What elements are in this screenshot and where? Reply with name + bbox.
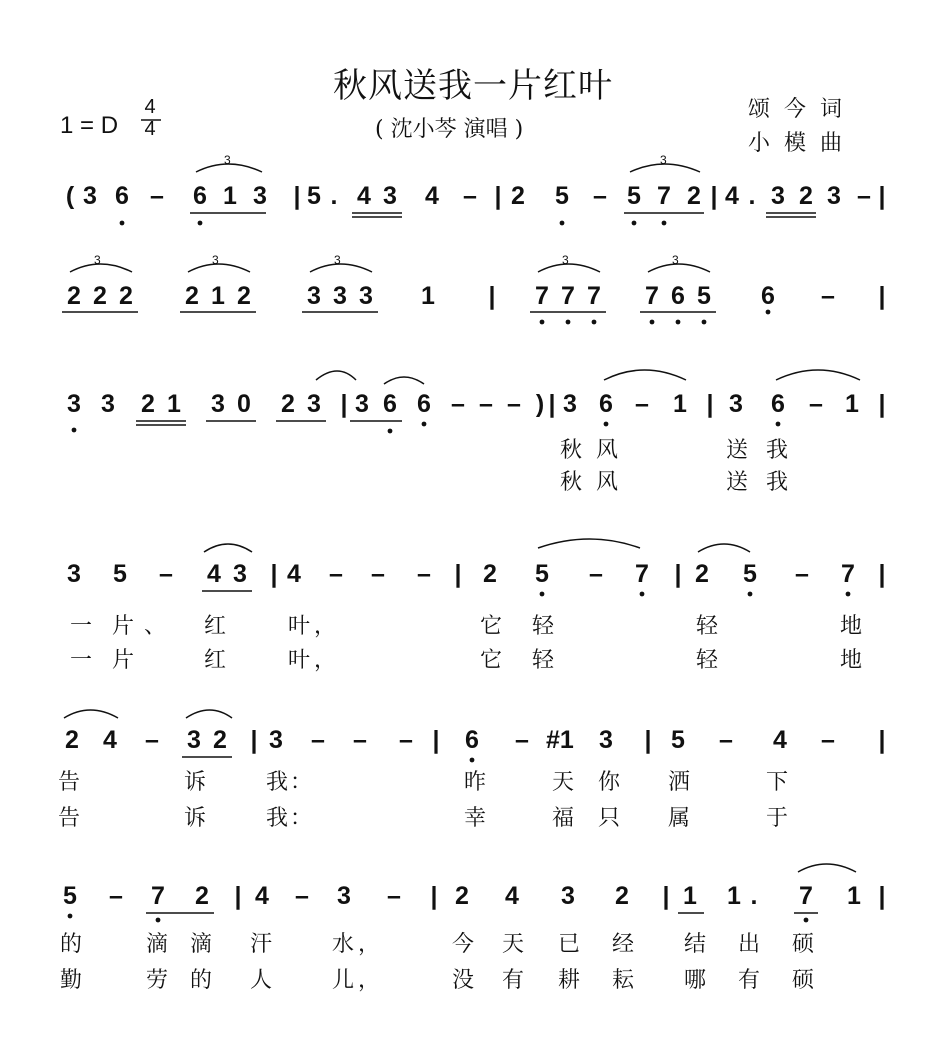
note: 6 — [417, 390, 431, 418]
lyric-line-6a — [0, 930, 946, 964]
score-line-5 — [0, 722, 946, 770]
note: 2 — [237, 282, 251, 310]
dash: – — [479, 390, 493, 418]
lyric-char: 昨 — [463, 770, 486, 795]
lyric-char: 的 — [189, 968, 212, 993]
note: 2 — [799, 182, 813, 210]
lyric-char: 于 — [765, 806, 788, 831]
note: 7 — [587, 282, 601, 310]
lyric-char: 秋 — [559, 470, 582, 495]
barline: | — [250, 726, 258, 754]
tie — [316, 371, 356, 380]
dash: – — [451, 390, 465, 418]
slur — [538, 539, 640, 548]
note: 2 — [695, 560, 709, 588]
lyric-line-4a — [0, 612, 946, 646]
note: 4 — [103, 726, 117, 754]
note: 7 — [635, 560, 649, 588]
lyric-char: 出 — [737, 932, 760, 957]
note: 7 — [799, 882, 813, 910]
note: 1 — [845, 390, 859, 418]
note: 5 — [555, 182, 569, 210]
note: 2 — [141, 390, 155, 418]
lyric-char: 的 — [59, 932, 82, 957]
note: 2 — [615, 882, 629, 910]
lyric-char: 耘 — [611, 968, 634, 993]
note: 1 — [683, 882, 697, 910]
note: 2 — [65, 726, 79, 754]
dash: – — [635, 390, 649, 418]
note: 3 — [211, 390, 225, 418]
note: 4 — [255, 882, 269, 910]
triplet-label: 3 — [672, 253, 679, 267]
barline: | — [878, 282, 886, 310]
dash: – — [353, 726, 367, 754]
note: 4 — [505, 882, 519, 910]
key-signature: 1 = D — [60, 112, 119, 139]
lyric-char: 我 — [765, 438, 788, 463]
lyric-char: 、 — [143, 614, 166, 639]
note: 2 — [93, 282, 107, 310]
lyric-line-3b — [0, 468, 946, 502]
lyric-char: 送 — [725, 470, 748, 495]
lyric-char: 轻 — [695, 648, 718, 673]
note: 2 — [67, 282, 81, 310]
lyric-char: 结 — [683, 932, 706, 957]
note: 6 — [465, 726, 479, 754]
score-line-6 — [0, 878, 946, 926]
time-signature-bottom: 4 — [144, 118, 156, 140]
note: #1 — [546, 726, 574, 754]
lyric-char: ： — [289, 806, 312, 831]
dash: – — [795, 560, 809, 588]
note: 7 — [535, 282, 549, 310]
barline: | — [293, 182, 301, 210]
lyric-char: 秋 — [559, 438, 582, 463]
note: 5 — [113, 560, 127, 588]
lyric-char: 人 — [249, 968, 272, 993]
score-line-1 — [0, 178, 946, 226]
note: 3 — [729, 390, 743, 418]
dash: – — [719, 726, 733, 754]
triplet-bracket — [188, 264, 250, 272]
note: 3 — [307, 390, 321, 418]
lyric-char: ： — [289, 770, 312, 795]
lyric-char: 有 — [737, 968, 760, 993]
note: 3 — [355, 390, 369, 418]
dash: – — [463, 182, 477, 210]
lyric-char: 勤 — [59, 968, 82, 993]
lyric-char: 轻 — [695, 614, 718, 639]
lyric-char: ， — [357, 932, 380, 957]
barline: | — [878, 882, 886, 910]
note: 3 — [359, 282, 373, 310]
lyric-line-6b — [0, 966, 946, 1000]
barline: | — [432, 726, 440, 754]
slur — [186, 710, 232, 718]
song-title: 秋风送我一片红叶 — [333, 66, 613, 106]
lyric-char: 诉 — [183, 806, 206, 831]
note: 5 — [671, 726, 685, 754]
lyric-char: 天 — [501, 932, 524, 957]
triplet-label: 3 — [94, 253, 101, 267]
triplet-label: 3 — [334, 253, 341, 267]
note: 3 — [67, 560, 81, 588]
dash: – — [515, 726, 529, 754]
note: 6 — [771, 390, 785, 418]
slur — [698, 544, 750, 552]
lyric-char: 洒 — [667, 770, 690, 795]
barline: | — [488, 282, 496, 310]
lyric-char: 哪 — [683, 968, 706, 993]
barline: | — [494, 182, 502, 210]
lyric-char: 硕 — [791, 932, 814, 957]
lyric-char: 耕 — [557, 968, 580, 993]
paren: ( — [65, 182, 75, 210]
lyric-line-4b — [0, 646, 946, 680]
lyric-char: 下 — [765, 770, 788, 795]
note: 1 — [421, 282, 435, 310]
slur — [384, 377, 424, 384]
triplet-bracket — [196, 164, 262, 172]
note: 2 — [195, 882, 209, 910]
lyric-char: 我 — [765, 470, 788, 495]
lyric-char: 一 — [69, 614, 92, 639]
note: 7 — [561, 282, 575, 310]
triplet-bracket — [70, 264, 132, 272]
lyric-char: 只 — [597, 806, 620, 831]
barline: | — [706, 390, 714, 418]
barline: | — [710, 182, 718, 210]
note: 2 — [213, 726, 227, 754]
note: 6 — [383, 390, 397, 418]
lyric-char: 它 — [479, 648, 502, 673]
note: 3 — [233, 560, 247, 588]
lyric-char: 属 — [667, 806, 690, 831]
note: 2 — [185, 282, 199, 310]
note: 3 — [101, 390, 115, 418]
note: 4 — [287, 560, 301, 588]
barline: | — [878, 726, 886, 754]
note: 3 — [561, 882, 575, 910]
slur — [204, 544, 252, 552]
lyric-char: 经 — [611, 932, 634, 957]
triplet-label: 3 — [660, 153, 667, 167]
lyric-line-5a — [0, 768, 946, 802]
barline: | — [270, 560, 278, 588]
barline: | — [430, 882, 438, 910]
note: 1 — [847, 882, 861, 910]
lyric-char: 儿 — [331, 968, 354, 993]
note: 2 — [511, 182, 525, 210]
lyric-char: 汗 — [249, 932, 272, 957]
lyric-char: 片 — [111, 648, 134, 673]
note: 5 — [535, 560, 549, 588]
triplet-label: 3 — [562, 253, 569, 267]
time-signature-top: 4 — [144, 96, 156, 118]
note: 3 — [187, 726, 201, 754]
dot: . — [750, 882, 758, 910]
lyric-char: 叶 — [287, 648, 310, 673]
note: 5 — [697, 282, 711, 310]
lyric-char: 硕 — [791, 968, 814, 993]
dash: – — [109, 882, 123, 910]
note: 3 — [269, 726, 283, 754]
barline: | — [548, 390, 556, 418]
lyric-char: 地 — [839, 648, 862, 673]
note: 5 — [63, 882, 77, 910]
score-line-2 — [0, 278, 946, 326]
lyric-char: 红 — [203, 648, 226, 673]
triplet-bracket — [648, 264, 710, 272]
note: 4 — [357, 182, 371, 210]
note: 4 — [207, 560, 221, 588]
lyric-char: 劳 — [145, 968, 168, 993]
note: 4 — [725, 182, 739, 210]
note: 7 — [657, 182, 671, 210]
note: 2 — [687, 182, 701, 210]
note: 3 — [337, 882, 351, 910]
lyric-char: ， — [357, 968, 380, 993]
barline: | — [454, 560, 462, 588]
note: 1 — [727, 882, 741, 910]
note: 6 — [671, 282, 685, 310]
score-line-4 — [0, 556, 946, 604]
triplet-bracket — [310, 264, 372, 272]
note: 3 — [307, 282, 321, 310]
dash: – — [399, 726, 413, 754]
lyric-char: 福 — [551, 806, 574, 831]
lyric-line-5b — [0, 804, 946, 838]
triplet-bracket — [630, 164, 700, 172]
lyric-char: 风 — [595, 438, 618, 463]
lyric-char: 告 — [57, 770, 80, 795]
barline: | — [234, 882, 242, 910]
slur — [776, 370, 860, 380]
dash: – — [589, 560, 603, 588]
note: 4 — [773, 726, 787, 754]
lyric-char: 风 — [595, 470, 618, 495]
note: 1 — [673, 390, 687, 418]
barline: | — [878, 560, 886, 588]
note: 3 — [83, 182, 97, 210]
triplet-label: 3 — [224, 153, 231, 167]
performer-credit: ( 沈小芩 演唱 ) — [375, 117, 524, 142]
note: 2 — [281, 390, 295, 418]
slur — [64, 710, 118, 718]
dash: – — [371, 560, 385, 588]
lyric-char: 送 — [725, 438, 748, 463]
note: 3 — [771, 182, 785, 210]
dash: – — [329, 560, 343, 588]
note: 6 — [761, 282, 775, 310]
barline: | — [340, 390, 348, 418]
dash: – — [311, 726, 325, 754]
note: 3 — [827, 182, 841, 210]
dash: – — [857, 182, 871, 210]
dash: – — [809, 390, 823, 418]
lyric-char: 没 — [451, 968, 474, 993]
note: 7 — [151, 882, 165, 910]
barline: | — [674, 560, 682, 588]
lyric-char: 我 — [265, 806, 288, 831]
slur — [798, 864, 856, 872]
note: 2 — [483, 560, 497, 588]
note: 5 — [307, 182, 321, 210]
lyric-char: 叶 — [287, 614, 310, 639]
lyric-char: 已 — [557, 932, 580, 957]
lyric-char: 轻 — [531, 614, 554, 639]
note: 4 — [425, 182, 439, 210]
lyric-char: 地 — [839, 614, 862, 639]
note: 2 — [455, 882, 469, 910]
note: 6 — [193, 182, 207, 210]
dash: – — [507, 390, 521, 418]
note: 1 — [211, 282, 225, 310]
note: 7 — [645, 282, 659, 310]
rest: 0 — [237, 390, 251, 418]
note: 5 — [743, 560, 757, 588]
lyric-char: 滴 — [145, 932, 168, 957]
paren: ) — [535, 390, 545, 418]
dash: – — [145, 726, 159, 754]
note: 6 — [599, 390, 613, 418]
lyric-char: 一 — [69, 648, 92, 673]
lyricist-credit: 颂今词 — [748, 97, 857, 122]
note: 6 — [115, 182, 129, 210]
lyric-char: 它 — [479, 614, 502, 639]
lyric-char: 告 — [57, 806, 80, 831]
barline: | — [878, 390, 886, 418]
lyric-char: 有 — [501, 968, 524, 993]
lyric-char: 幸 — [463, 806, 486, 831]
triplet-label: 3 — [212, 253, 219, 267]
lyric-char: ， — [313, 648, 336, 673]
lyric-char: 片 — [111, 614, 134, 639]
note: 3 — [599, 726, 613, 754]
barline: | — [878, 182, 886, 210]
slur — [604, 370, 686, 380]
lyric-char: 今 — [451, 932, 474, 957]
dash: – — [295, 882, 309, 910]
barline: | — [644, 726, 652, 754]
note: 3 — [67, 390, 81, 418]
note: 3 — [333, 282, 347, 310]
triplet-bracket — [538, 264, 600, 272]
lyric-char: 天 — [551, 770, 574, 795]
lyric-char: 诉 — [183, 770, 206, 795]
lyric-char: 你 — [597, 770, 620, 795]
lyric-char: 我 — [265, 770, 288, 795]
lyric-char: ， — [313, 614, 336, 639]
dash: – — [159, 560, 173, 588]
dot: . — [330, 182, 338, 210]
dash: – — [387, 882, 401, 910]
lyric-char: 轻 — [531, 648, 554, 673]
note: 2 — [119, 282, 133, 310]
note: 1 — [167, 390, 181, 418]
barline: | — [662, 882, 670, 910]
dash: – — [821, 282, 835, 310]
lyric-char: 滴 — [189, 932, 212, 957]
note: 1 — [223, 182, 237, 210]
lyric-char: 红 — [203, 614, 226, 639]
score-line-3 — [0, 386, 946, 434]
composer-credit: 小模曲 — [748, 131, 857, 156]
note: 5 — [627, 182, 641, 210]
dash: – — [593, 182, 607, 210]
dash: – — [150, 182, 164, 210]
dot: . — [748, 182, 756, 210]
note: 3 — [563, 390, 577, 418]
note: 3 — [383, 182, 397, 210]
note: 7 — [841, 560, 855, 588]
dash: – — [821, 726, 835, 754]
time-signature — [140, 96, 160, 140]
dash: – — [417, 560, 431, 588]
lyric-line-3a — [0, 436, 946, 470]
note: 3 — [253, 182, 267, 210]
lyric-char: 水 — [331, 932, 354, 957]
